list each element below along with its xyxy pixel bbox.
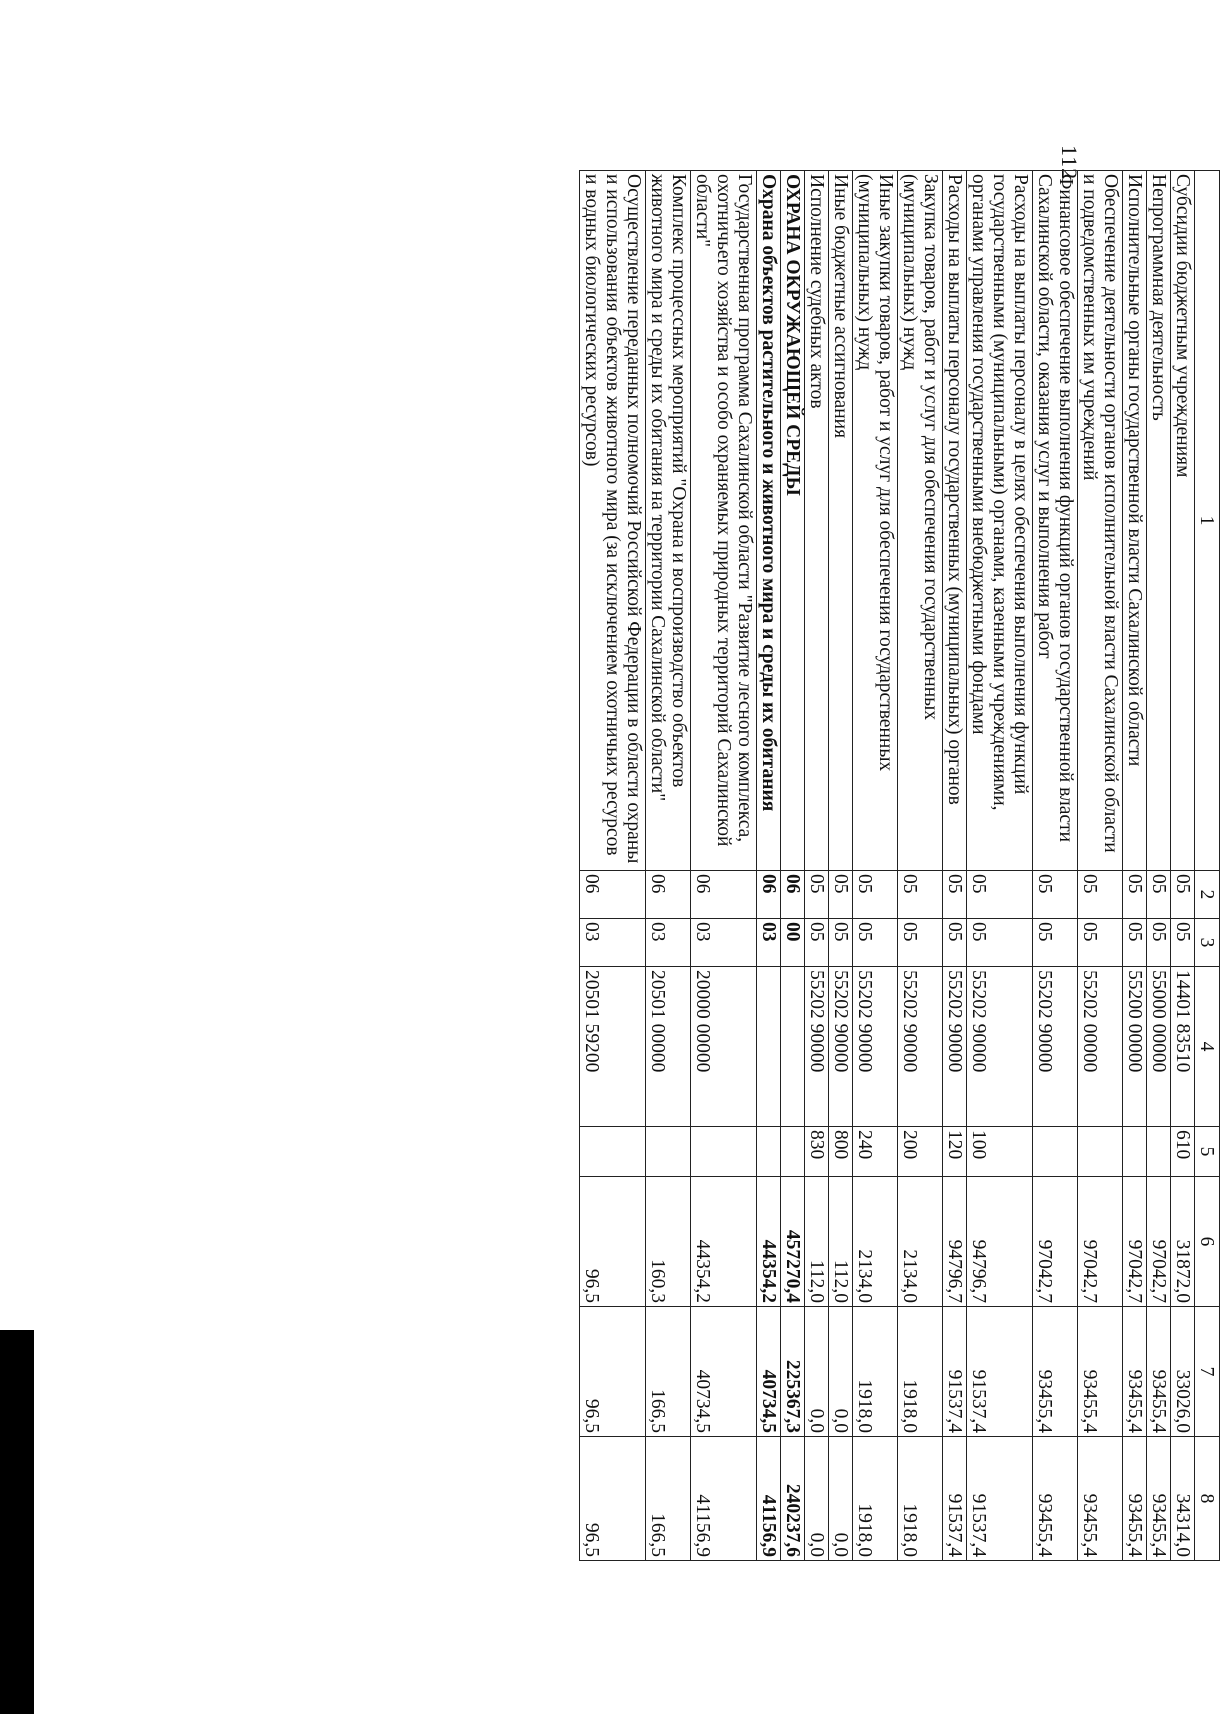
amount-year1-cell: 31872,0 <box>1171 1177 1195 1307</box>
target-article-cell: 55202 90000 <box>853 967 898 1127</box>
amount-year3-cell: 41156,9 <box>757 1437 781 1561</box>
amount-year2-cell: 93455,4 <box>1147 1307 1171 1437</box>
row-name-cell: Охрана объектов растительного и животного мира и среды их обитания <box>757 171 781 871</box>
table-row <box>898 171 943 1561</box>
target-article-cell: 55202 90000 <box>805 967 829 1127</box>
amount-year2-cell: 93455,4 <box>1123 1307 1147 1437</box>
amount-year1-cell: 457270,4 <box>781 1177 805 1307</box>
amount-year1-cell: 97042,7 <box>1123 1177 1147 1307</box>
target-article-cell: 55202 00000 <box>1078 967 1123 1127</box>
section-code-cell: 05 <box>898 871 943 919</box>
header-cell: 5 <box>1195 1127 1220 1177</box>
amount-year2-cell: 96,5 <box>580 1307 646 1437</box>
subsection-code-cell: 05 <box>1147 919 1171 967</box>
header-cell: 3 <box>1195 919 1220 967</box>
row-name-cell: Государственная программа Сахалинской области "Развитие лесного комплекса, охотничьего хозяйства и особо охраняемых природных территорий Сахалинской области" <box>691 171 757 871</box>
section-code-cell: 05 <box>943 871 967 919</box>
subsection-code-cell: 03 <box>691 919 757 967</box>
table-row <box>829 171 853 1561</box>
amount-year1-cell: 94796,7 <box>967 1177 1033 1307</box>
expense-type-cell <box>691 1127 757 1177</box>
header-cell: 2 <box>1195 871 1220 919</box>
section-code-cell: 05 <box>1147 871 1171 919</box>
table-row <box>1147 171 1171 1561</box>
amount-year3-cell: 166,5 <box>646 1437 691 1561</box>
amount-year3-cell: 1918,0 <box>853 1437 898 1561</box>
expense-type-cell: 800 <box>829 1127 853 1177</box>
amount-year3-cell: 93455,4 <box>1147 1437 1171 1561</box>
subsection-code-cell: 05 <box>805 919 829 967</box>
subsection-code-cell: 05 <box>943 919 967 967</box>
amount-year1-cell: 2134,0 <box>853 1177 898 1307</box>
subsection-code-cell: 05 <box>853 919 898 967</box>
amount-year3-cell: 240237,6 <box>781 1437 805 1561</box>
section-code-cell: 06 <box>580 871 646 919</box>
expense-type-cell: 610 <box>1171 1127 1195 1177</box>
expense-type-cell <box>781 1127 805 1177</box>
section-code-cell: 05 <box>1123 871 1147 919</box>
target-article-cell: 20501 00000 <box>646 967 691 1127</box>
amount-year2-cell: 93455,4 <box>1033 1307 1078 1437</box>
amount-year2-cell: 40734,5 <box>691 1307 757 1437</box>
subsection-code-cell: 03 <box>580 919 646 967</box>
table-row <box>781 171 805 1561</box>
row-name-cell: Комплекс процессных мероприятий "Охрана и воспроизводство объектов животного мира и среды их обитания на территории Сахалинской области" <box>646 171 691 871</box>
expense-type-cell: 100 <box>967 1127 1033 1177</box>
target-article-cell: 55202 90000 <box>898 967 943 1127</box>
expense-type-cell <box>646 1127 691 1177</box>
amount-year2-cell: 0,0 <box>805 1307 829 1437</box>
amount-year1-cell: 112,0 <box>829 1177 853 1307</box>
table-row <box>943 171 967 1561</box>
section-code-cell: 06 <box>646 871 691 919</box>
budget-table <box>579 170 1220 1561</box>
amount-year1-cell: 94796,7 <box>943 1177 967 1307</box>
row-name-cell: Обеспечение деятельности органов исполнительной власти Сахалинской области и подведомственных им учреждений <box>1078 171 1123 871</box>
table-row <box>805 171 829 1561</box>
amount-year3-cell: 93455,4 <box>1033 1437 1078 1561</box>
subsection-code-cell: 05 <box>967 919 1033 967</box>
expense-type-cell <box>1033 1127 1078 1177</box>
row-name-cell: Непрограммная деятельность <box>1147 171 1171 871</box>
row-name-cell: Осуществление переданных полномочий Российской Федерации в области охраны и использования объектов животного мира (за исключением охотничьих ресурсов и водных биологических ресурсов) <box>580 171 646 871</box>
table-row <box>691 171 757 1561</box>
subsection-code-cell: 03 <box>757 919 781 967</box>
expense-type-cell <box>580 1127 646 1177</box>
row-name-cell: Субсидии бюджетным учреждениям <box>1171 171 1195 871</box>
table-row <box>757 171 781 1561</box>
table-body <box>580 171 1220 1561</box>
section-code-cell: 06 <box>781 871 805 919</box>
row-name-cell: ОХРАНА ОКРУЖАЮЩЕЙ СРЕДЫ <box>781 171 805 871</box>
amount-year2-cell: 0,0 <box>829 1307 853 1437</box>
row-name-cell: Финансовое обеспечение выполнения функций органов государственной власти Сахалинской области, оказания услуг и выполнения работ <box>1033 171 1078 871</box>
header-cell: 7 <box>1195 1307 1220 1437</box>
table-row <box>1033 171 1078 1561</box>
subsection-code-cell: 05 <box>1078 919 1123 967</box>
header-cell: 6 <box>1195 1177 1220 1307</box>
amount-year2-cell: 166,5 <box>646 1307 691 1437</box>
amount-year1-cell: 44354,2 <box>691 1177 757 1307</box>
amount-year1-cell: 97042,7 <box>1033 1177 1078 1307</box>
subsection-code-cell: 05 <box>898 919 943 967</box>
amount-year2-cell: 1918,0 <box>853 1307 898 1437</box>
target-article-cell: 55202 90000 <box>829 967 853 1127</box>
subsection-code-cell: 03 <box>646 919 691 967</box>
amount-year2-cell: 40734,5 <box>757 1307 781 1437</box>
section-code-cell: 05 <box>1033 871 1078 919</box>
target-article-cell <box>781 967 805 1127</box>
header-cell: 8 <box>1195 1437 1220 1561</box>
amount-year3-cell: 91537,4 <box>967 1437 1033 1561</box>
expense-type-cell: 830 <box>805 1127 829 1177</box>
amount-year1-cell: 44354,2 <box>757 1177 781 1307</box>
expense-type-cell: 200 <box>898 1127 943 1177</box>
section-code-cell: 05 <box>805 871 829 919</box>
page-number: 112 <box>1057 145 1082 181</box>
table-row <box>1123 171 1147 1561</box>
table-row <box>967 171 1033 1561</box>
table-row <box>580 171 646 1561</box>
expense-type-cell: 120 <box>943 1127 967 1177</box>
amount-year2-cell: 91537,4 <box>943 1307 967 1437</box>
target-article-cell: 55202 90000 <box>943 967 967 1127</box>
table-row <box>1078 171 1123 1561</box>
section-code-cell: 05 <box>967 871 1033 919</box>
subsection-code-cell: 00 <box>781 919 805 967</box>
row-name-cell: Иные бюджетные ассигнования <box>829 171 853 871</box>
amount-year2-cell: 93455,4 <box>1078 1307 1123 1437</box>
amount-year3-cell: 0,0 <box>805 1437 829 1561</box>
subsection-code-cell: 05 <box>829 919 853 967</box>
amount-year1-cell: 97042,7 <box>1078 1177 1123 1307</box>
table-row <box>646 171 691 1561</box>
amount-year2-cell: 91537,4 <box>967 1307 1033 1437</box>
target-article-cell: 20000 00000 <box>691 967 757 1127</box>
section-code-cell: 06 <box>691 871 757 919</box>
section-code-cell: 05 <box>1171 871 1195 919</box>
scan-edge-shadow <box>0 1330 34 1714</box>
expense-type-cell <box>757 1127 781 1177</box>
row-name-cell: Расходы на выплаты персоналу государственных (муниципальных) органов <box>943 171 967 871</box>
amount-year3-cell: 91537,4 <box>943 1437 967 1561</box>
expense-type-cell: 240 <box>853 1127 898 1177</box>
expense-type-cell <box>1078 1127 1123 1177</box>
row-name-cell: Исполнительные органы государственной власти Сахалинской области <box>1123 171 1147 871</box>
amount-year2-cell: 1918,0 <box>898 1307 943 1437</box>
budget-table-wrapper <box>579 170 1220 1561</box>
target-article-cell: 55200 00000 <box>1123 967 1147 1127</box>
row-name-cell: Исполнение судебных актов <box>805 171 829 871</box>
section-code-cell: 05 <box>1078 871 1123 919</box>
amount-year1-cell: 96,5 <box>580 1177 646 1307</box>
amount-year3-cell: 41156,9 <box>691 1437 757 1561</box>
row-name-cell: Расходы на выплаты персоналу в целях обеспечения выполнения функций государственными (муниципальными) органами, казенными учреждениями, органами управления государственными внебюджетными фондами <box>967 171 1033 871</box>
subsection-code-cell: 05 <box>1033 919 1078 967</box>
target-article-cell: 55000 00000 <box>1147 967 1171 1127</box>
target-article-cell: 55202 90000 <box>967 967 1033 1127</box>
amount-year1-cell: 97042,7 <box>1147 1177 1171 1307</box>
amount-year3-cell: 1918,0 <box>898 1437 943 1561</box>
expense-type-cell <box>1123 1127 1147 1177</box>
target-article-cell: 55202 90000 <box>1033 967 1078 1127</box>
table-row <box>1171 171 1195 1561</box>
amount-year3-cell: 34314,0 <box>1171 1437 1195 1561</box>
target-article-cell: 14401 83510 <box>1171 967 1195 1127</box>
section-code-cell: 05 <box>853 871 898 919</box>
section-code-cell: 06 <box>757 871 781 919</box>
table-row <box>853 171 898 1561</box>
subsection-code-cell: 05 <box>1123 919 1147 967</box>
amount-year3-cell: 0,0 <box>829 1437 853 1561</box>
expense-type-cell <box>1147 1127 1171 1177</box>
section-code-cell: 05 <box>829 871 853 919</box>
row-name-cell: Иные закупки товаров, работ и услуг для обеспечения государственных (муниципальных) нужд <box>853 171 898 871</box>
amount-year1-cell: 160,3 <box>646 1177 691 1307</box>
amount-year3-cell: 96,5 <box>580 1437 646 1561</box>
target-article-cell <box>757 967 781 1127</box>
header-cell: 4 <box>1195 967 1220 1127</box>
header-cell: 1 <box>1195 171 1220 871</box>
amount-year1-cell: 112,0 <box>805 1177 829 1307</box>
subsection-code-cell: 05 <box>1171 919 1195 967</box>
amount-year1-cell: 2134,0 <box>898 1177 943 1307</box>
amount-year2-cell: 225367,3 <box>781 1307 805 1437</box>
amount-year3-cell: 93455,4 <box>1078 1437 1123 1561</box>
header-row <box>1195 171 1220 1561</box>
amount-year2-cell: 33026,0 <box>1171 1307 1195 1437</box>
row-name-cell: Закупка товаров, работ и услуг для обеспечения государственных (муниципальных) нужд <box>898 171 943 871</box>
target-article-cell: 20501 59200 <box>580 967 646 1127</box>
amount-year3-cell: 93455,4 <box>1123 1437 1147 1561</box>
